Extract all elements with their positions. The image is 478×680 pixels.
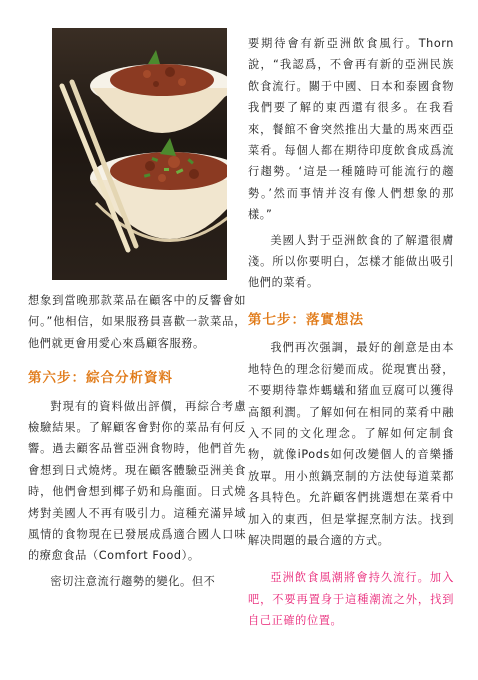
paragraph: 要期待會有新亞洲飲食風行。Thorn說，“我認爲，不會再有新的亞洲民族飲食流行。關于中國、日本和泰國食物我們要了解的東西還有很多。在我看來，餐館不會突然推出大量的馬來西亞菜肴。每個人都在期待印度飲食成爲流行趨勢。‘這是一種隨時可能流行的趨勢。’然而事情并沒有像人們想象的那樣。” [248, 37, 454, 222]
paragraph: 密切注意流行趨勢的變化。但不 [50, 574, 216, 588]
section-heading-step-7: 第七步：落實想法 [248, 311, 364, 328]
back-bowl-meat [110, 64, 214, 96]
right-column [248, 33, 454, 632]
section-heading-step-6: 第六步：綜合分析資料 [28, 370, 173, 387]
food-photo [52, 28, 227, 280]
front-bowl-leaf [160, 138, 176, 156]
rice-bowls-illustration [52, 28, 227, 280]
paragraph: 美國人對于亞洲飲食的了解還很膚淺。所以你要明白，怎樣才能做出吸引他們的菜肴。 [248, 233, 454, 290]
left-column [28, 290, 246, 592]
paragraph: 我們再次强調，最好的創意是由本地特色的理念衍變而成。從現實出發，不要期待靠炸螞蟻和猪血豆腐可以獲得高額利潤。了解如何在相同的菜肴中融入不同的文化理念。了解如何定制食物，就像iPods如何改變個人的音樂播放單。用小煎鍋烹制的方法使每道菜都各具特色。允許顧客們挑選想在菜肴中加入的東西，但是掌握烹制方法。找到解决問題的最合適的方式。 [248, 341, 454, 547]
paragraph: 想象到當晚那款菜品在顧客中的反響會如何。”他相信，如果服務員喜歡一款菜品，他們就更會用愛心來爲顧客服務。 [28, 294, 246, 350]
back-bowl-leaf [148, 50, 160, 64]
paragraph: 對現有的資料做出評價，再綜合考慮檢驗結果。了解顧客會對你的菜品有何反響。過去顧客品嘗亞洲食物時，他們首先會想到日式燒烤。現在顧客體驗亞洲美食時，他們會想到椰子奶和烏龍面。日式燒烤對美國人不再有吸引力。這種充滿异域風情的食物現在已發展成爲適合國人口味的療愈食品（Comfort Food）。 [28, 399, 246, 563]
highlight-paragraph: 亞洲飲食風潮將會持久流行。加入吧，不要再置身于這種潮流之外，找到自己正確的位置。 [248, 571, 454, 628]
